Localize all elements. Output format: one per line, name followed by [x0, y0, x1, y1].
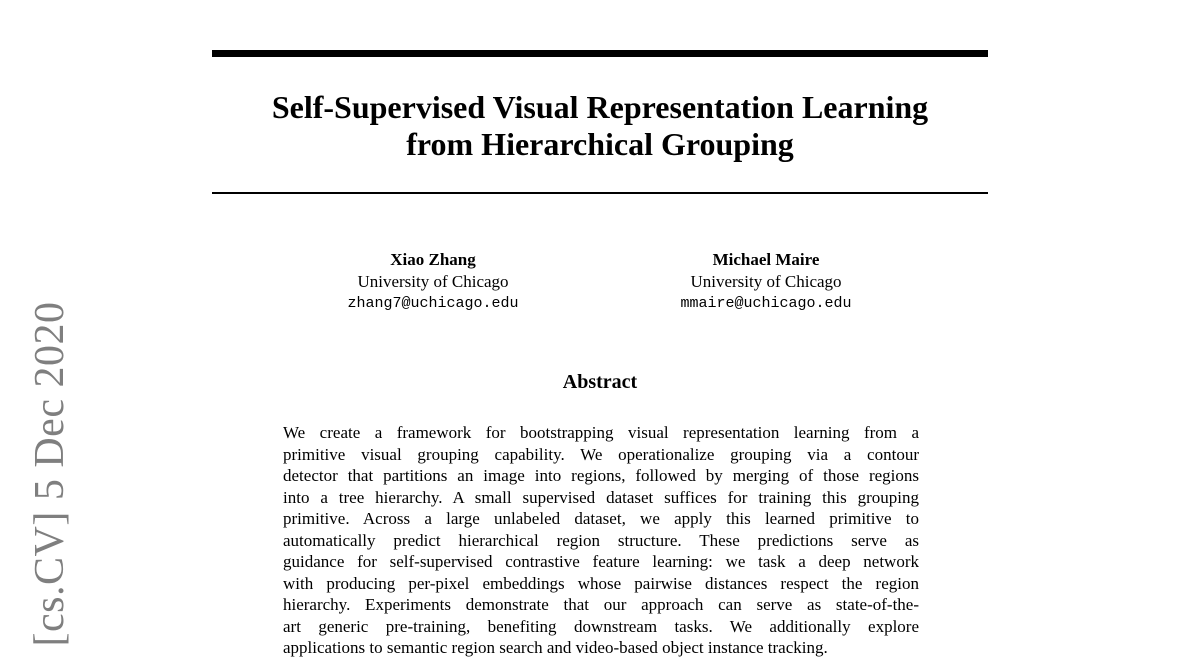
abstract-body — [283, 422, 919, 659]
author-affiliation: University of Chicago — [357, 272, 509, 291]
abstract-line: applications to semantic region search and video-based object instance tracking. — [283, 638, 828, 657]
abstract-line: guidance for self-supervised contrastive feature learning: we task a deep network — [283, 552, 919, 571]
author-block-1 — [317, 249, 549, 315]
abstract-line: hierarchy. Experiments demonstrate that our approach can serve as state-of-the- — [283, 595, 919, 614]
author-name: Xiao Zhang — [390, 250, 476, 269]
author-email: mmaire@uchicago.edu — [680, 295, 852, 312]
abstract-line: automatically predict hierarchical region structure. These predictions serve as — [283, 530, 919, 550]
author-name: Michael Maire — [712, 250, 820, 269]
abstract-line: primitive. Across a large unlabeled dataset, we apply this learned primitive to — [283, 509, 919, 528]
abstract-line: detector that partitions an image into regions, followed by merging of those regions — [283, 466, 919, 485]
abstract-line: art generic pre-training, benefiting downstream tasks. We additionally explore — [283, 616, 919, 636]
abstract-line: with producing per-pixel embeddings whose pairwise distances respect the region — [283, 573, 919, 593]
paper-title — [212, 89, 988, 163]
abstract-line: primitive visual grouping capability. We operationalize grouping via a contour — [283, 444, 919, 464]
author-block-2 — [648, 249, 884, 315]
title-bottom-rule — [212, 192, 988, 194]
arxiv-identifier-stamp: [cs.CV] 5 Dec 2020 — [27, 301, 73, 647]
abstract-line: We create a framework for bootstrapping visual representation learning from a — [283, 423, 919, 442]
paper-title-line-1: Self-Supervised Visual Representation Learning — [271, 89, 929, 125]
abstract-heading: Abstract — [562, 371, 638, 393]
title-top-rule — [212, 50, 988, 57]
author-affiliation: University of Chicago — [690, 272, 842, 291]
paper-title-line-2: from Hierarchical Grouping — [406, 126, 794, 162]
author-email: zhang7@uchicago.edu — [347, 295, 519, 312]
abstract-line: into a tree hierarchy. A small supervised dataset suffices for training this grouping — [283, 487, 919, 507]
